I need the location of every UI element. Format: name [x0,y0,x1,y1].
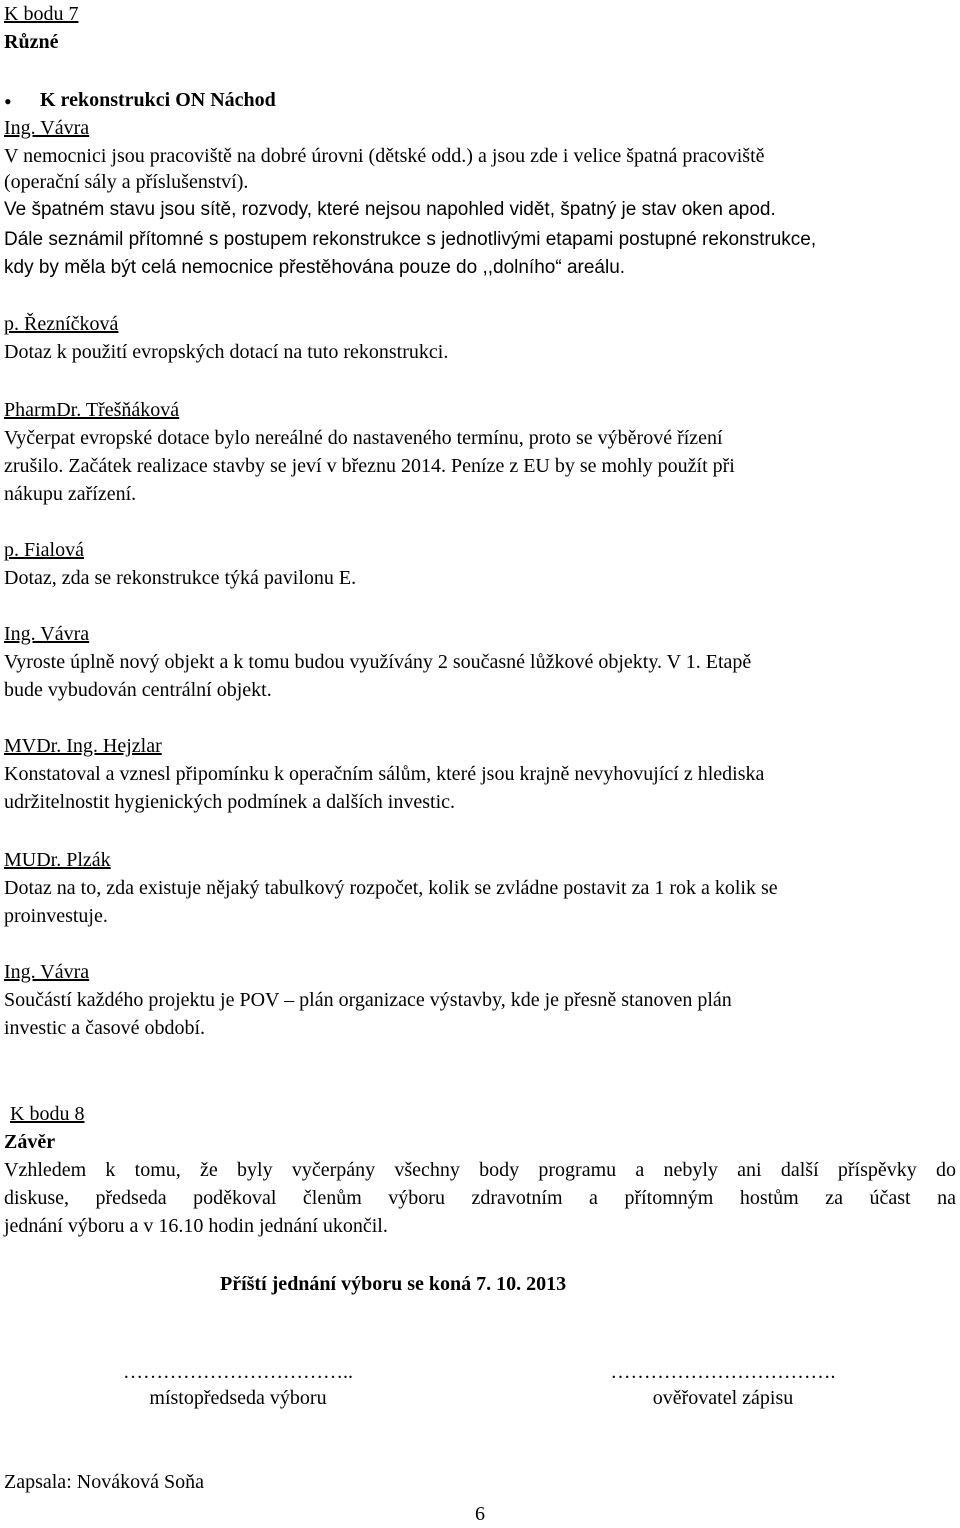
speaker-name: MVDr. Ing. Hejzlar [4,735,162,757]
speaker-name: Ing. Vávra [4,117,90,139]
signature-dots-right: ……………………………. [610,1361,836,1383]
speaker-name: PharmDr. Třešňáková [4,399,180,421]
paragraph-line: proinvestuje. [4,905,108,927]
section-heading-bod8: K bodu 8 [10,1103,85,1125]
paragraph-line: Konstatoval a vznesl připomínku k operačním sálům, které jsou krajně nevyhovující z hlediska [4,763,765,785]
speaker-name: Ing. Vávra [4,623,90,645]
paragraph-line: Součástí každého projektu je POV – plán organizace výstavby, kde je přesně stanoven plán [4,989,732,1011]
paragraph-line: bude vybudován centrální objekt. [4,679,272,701]
section-heading-bod7: K bodu 7 [4,3,79,25]
speaker-name: p. Fialová [4,539,84,561]
page-number: 6 [475,1503,485,1525]
paragraph-line: zrušilo. Začátek realizace stavby se jeví v březnu 2014. Peníze z EU by se mohly použít při [4,455,735,477]
paragraph-line: Dotaz na to, zda existuje nějaký tabulkový rozpočet, kolik se zvládne postavit za 1 rok a kolik se [4,877,778,899]
paragraph-line: nákupu zařízení. [4,483,137,505]
paragraph-line: Dotaz k použití evropských dotací na tuto rekonstrukci. [4,341,449,363]
paragraph-line: Dotaz, zda se rekonstrukce týká pavilonu E. [4,567,357,589]
speaker-name: MUDr. Plzák [4,849,111,871]
section-title-ruzne: Různé [4,31,59,53]
paragraph-line: diskuse, předseda poděkoval členům výboru zdravotním a přítomným hostům za účast na [4,1187,956,1209]
paragraph-line: kdy by měla být celá nemocnice přestěhována pouze do ,,dolního“ areálu. [4,257,626,278]
next-meeting-notice: Příští jednání výboru se koná 7. 10. 2013 [220,1273,567,1295]
speaker-name: Ing. Vávra [4,961,90,983]
speaker-name: p. Řezníčková [4,313,119,335]
signature-label-right: ověřovatel zápisu [652,1387,794,1409]
paragraph-line: Dále seznámil přítomné s postupem rekonstrukce s jednotlivými etapami postupné rekonstrukce, [4,229,817,250]
paragraph-line: jednání výboru a v 16.10 hodin jednání ukončil. [4,1215,388,1237]
paragraph-line: investic a časové období. [4,1017,206,1039]
recorded-by: Zapsala: Nováková Soňa [4,1471,204,1493]
bullet-icon: • [4,89,12,114]
signature-dots-left: …………………………….. [123,1361,353,1383]
paragraph-line: Vyroste úplně nový objekt a k tomu budou využívány 2 současné lůžkové objekty. V 1. Etapě [4,651,752,673]
signature-label-left: místopředseda výboru [149,1387,327,1409]
paragraph-line: Vzhledem k tomu, že byly vyčerpány všechny body programu a nebyly ani další příspěvky do [4,1159,956,1181]
paragraph-line: udržitelnostit hygienických podmínek a dalších investic. [4,791,456,813]
paragraph-line: Vyčerpat evropské dotace bylo nereálné do nastaveného termínu, proto se výběrové řízení [4,427,723,449]
section-title-zaver: Závěr [4,1131,56,1153]
paragraph-line: Ve špatném stavu jsou sítě, rozvody, které nejsou napohled vidět, špatný je stav oken apod. [4,199,776,220]
paragraph-line: (operační sály a příslušenství). [4,171,249,193]
bullet-title: K rekonstrukci ON Náchod [40,89,276,111]
paragraph-line: V nemocnici jsou pracoviště na dobré úrovni (dětské odd.) a jsou zde i velice špatná pracoviště [4,145,765,167]
